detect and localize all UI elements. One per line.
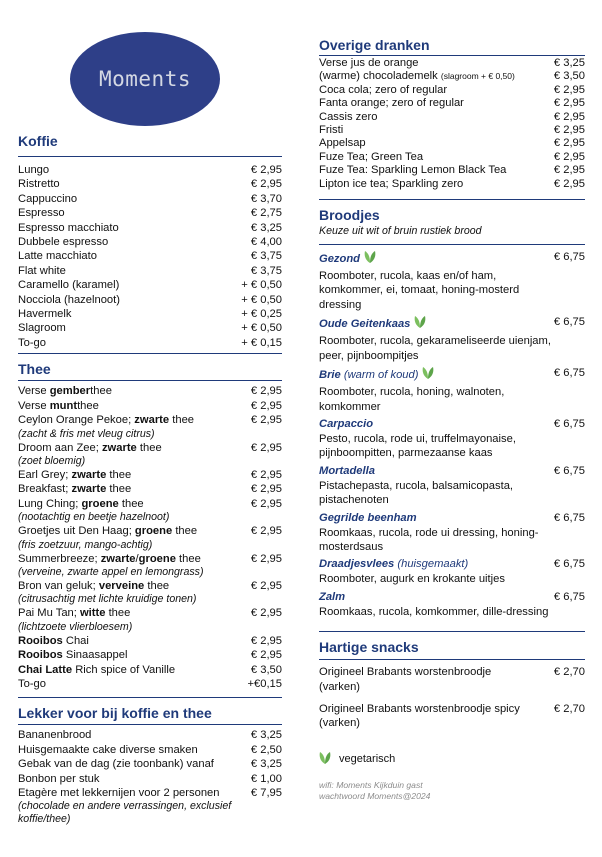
sandwich-header <box>319 417 585 432</box>
thee-list <box>18 384 282 691</box>
item-name-part: / <box>135 552 139 565</box>
menu-row <box>18 192 282 206</box>
sandwich-name <box>319 511 417 526</box>
sandwich-header <box>319 366 585 385</box>
item-price: € 2,95 <box>553 97 585 110</box>
menu-row <box>18 757 282 771</box>
section-divider <box>319 244 585 245</box>
menu-row <box>18 384 282 398</box>
item-price: + € 0,15 <box>241 336 282 349</box>
item-name <box>319 97 550 110</box>
item-price: € 2,95 <box>250 178 282 191</box>
menu-row <box>18 163 282 177</box>
item-name <box>18 579 247 593</box>
sandwich-item <box>319 366 585 414</box>
item-price: € 3,25 <box>553 57 585 69</box>
item-name-text: Fuze Tea: Sparkling Lemon Black Tea <box>319 164 507 177</box>
item-name-part: thee <box>172 525 198 538</box>
tea-type: zwarte <box>101 441 137 454</box>
tea-type: zwarte <box>71 483 107 496</box>
item-price: € 2,95 <box>553 137 585 150</box>
item-name-part: Bron van geluk; <box>18 579 99 592</box>
menu-row <box>18 235 282 249</box>
lekker-list <box>18 728 282 826</box>
item-price: € 3,25 <box>250 758 282 771</box>
item-name: Ristretto <box>18 178 60 191</box>
item-price: € 4,00 <box>250 236 282 249</box>
item-name-part: Sinaasappel <box>62 649 128 662</box>
item-name: Espresso <box>18 207 65 220</box>
sandwich-name <box>319 366 434 385</box>
item-description: (nootachtig en beetje hazelnoot) <box>18 511 170 524</box>
menu-row <box>319 57 585 70</box>
sandwich-header <box>319 315 585 334</box>
sandwich-header <box>319 464 585 479</box>
item-name: Dubbele espresso <box>18 236 109 249</box>
item-name <box>319 57 550 70</box>
item-description: (zacht & fris met vleug citrus) <box>18 427 155 440</box>
sandwich-description: Pesto, rucola, rode ui, truffelmayonaise, pijnboompitten, parmezaanse kaas <box>319 432 516 460</box>
item-name <box>18 524 247 538</box>
menu-row <box>319 151 585 164</box>
menu-row <box>18 482 282 496</box>
sandwich-item <box>319 590 585 619</box>
item-name-part: Lung Ching; <box>18 497 82 510</box>
sandwich-note: (warm of koud) <box>340 369 419 382</box>
item-name <box>18 634 247 648</box>
item-name-text: Fuze Tea; Green Tea <box>319 150 424 163</box>
item-name <box>319 151 550 164</box>
item-price: € 2,95 <box>250 579 282 592</box>
item-price: € 1,00 <box>250 772 282 785</box>
menu-row <box>18 413 282 427</box>
hartige-title: Hartige snacks <box>319 639 419 656</box>
sandwich-title: Mortadella <box>319 464 375 477</box>
broodjes-list <box>319 250 585 619</box>
item-name-part: To-go <box>18 677 46 690</box>
sandwich-price: € 6,75 <box>553 558 585 571</box>
item-name <box>18 384 247 398</box>
item-name-text: Coca cola; zero of regular <box>319 83 448 96</box>
sandwich-title: Draadjesvlees <box>319 558 395 571</box>
menu-row <box>319 111 585 124</box>
right-column <box>319 0 585 802</box>
item-name: Havermelk <box>18 308 72 321</box>
item-name-text: Appelsap <box>319 137 366 150</box>
tea-type: munt <box>49 399 78 412</box>
sandwich-name <box>319 250 376 269</box>
item-price: € 2,95 <box>553 177 585 190</box>
item-price: € 2,95 <box>553 150 585 163</box>
menu-row <box>18 307 282 321</box>
item-price: € 2,50 <box>250 743 282 756</box>
menu-row <box>18 552 282 566</box>
item-description: (lichtzoete vlierbloesem) <box>18 620 133 633</box>
hartige-list <box>319 665 585 731</box>
sandwich-description: Roomboter, augurk en krokante uitjes <box>319 573 505 586</box>
menu-row <box>18 677 282 691</box>
item-name <box>18 663 247 677</box>
item-name <box>18 677 243 691</box>
item-price: € 2,95 <box>250 441 282 454</box>
item-name-part: Chai <box>62 634 89 647</box>
section-divider <box>18 380 282 381</box>
item-price: € 2,95 <box>250 525 282 538</box>
leaf-icon <box>414 315 426 334</box>
sandwich-title: Brie <box>319 369 341 382</box>
item-name <box>18 497 247 511</box>
sandwich-price: € 6,75 <box>553 251 585 264</box>
item-name <box>319 111 550 124</box>
item-name <box>18 482 247 496</box>
thee-section <box>18 360 282 691</box>
item-name <box>319 164 550 177</box>
item-price: € 2,95 <box>250 607 282 620</box>
menu-row <box>18 524 282 538</box>
item-price: € 2,95 <box>250 649 282 662</box>
sandwich-header <box>319 557 585 572</box>
item-price: + € 0,50 <box>241 322 282 335</box>
item-name-part: thee <box>169 414 195 427</box>
koffie-title: Koffie <box>18 133 58 149</box>
item-price: € 3,25 <box>250 729 282 742</box>
item-price: € 2,75 <box>250 207 282 220</box>
logo-text: Moments <box>98 67 191 91</box>
lekker-title: Lekker voor bij koffie en thee <box>18 705 212 722</box>
menu-row <box>18 648 282 662</box>
section-divider <box>319 199 585 200</box>
item-name-part: thee <box>136 441 162 454</box>
overige-section <box>319 36 585 191</box>
item-price: € 2,95 <box>250 552 282 565</box>
item-name <box>18 606 247 620</box>
item-note: (slagroom + € 0,50) <box>440 71 515 82</box>
item-name <box>319 84 550 97</box>
sandwich-description: Roomboter, rucola, kaas en/of ham, komkommer, ei, tomaat, honing-mosterd dressing <box>319 270 520 311</box>
legend <box>319 751 585 768</box>
menu-row <box>319 665 585 694</box>
menu-row <box>18 278 282 292</box>
item-price: € 2,95 <box>250 497 282 510</box>
item-price: € 2,95 <box>250 414 282 427</box>
menu-row <box>18 786 282 800</box>
menu-row <box>18 468 282 482</box>
section-divider <box>18 724 282 725</box>
koffie-list <box>18 163 282 350</box>
lekker-section <box>18 704 282 826</box>
item-name-part: thee <box>118 497 144 510</box>
leaf-icon <box>364 250 376 269</box>
item-name: Flat white <box>18 264 66 277</box>
item-price: € 2,95 <box>553 110 585 123</box>
sandwich-title: Gegrilde beenham <box>319 511 417 524</box>
item-price: € 2,95 <box>250 164 282 176</box>
item-name: Latte macchiato <box>18 250 97 263</box>
tea-type: witte <box>79 607 106 620</box>
item-name <box>18 468 247 482</box>
tea-type: verveine <box>98 579 145 592</box>
tea-type: gember <box>49 385 91 398</box>
tea-type: groene <box>134 525 173 538</box>
item-name-text: (warme) chocolademelk <box>319 70 441 83</box>
overige-list <box>319 57 585 191</box>
item-name-part: thee <box>106 483 132 496</box>
left-column <box>18 0 282 826</box>
item-price: € 3,25 <box>250 221 282 234</box>
item-price: € 3,75 <box>250 264 282 277</box>
item-name: Huisgemaakte cake diverse smaken <box>18 743 198 756</box>
item-name <box>18 441 247 455</box>
item-price: € 7,95 <box>250 787 282 799</box>
broodjes-section <box>319 206 585 619</box>
item-name <box>319 70 550 83</box>
sandwich-description: Roomkaas, rucola, rode ui dressing, honing-mosterdsaus <box>319 526 539 553</box>
sandwich-price: € 6,75 <box>553 464 585 477</box>
tea-type: zwarte <box>134 414 170 427</box>
item-name-part: thee <box>175 552 201 565</box>
item-price: € 2,95 <box>250 468 282 481</box>
item-name: Bananenbrood <box>18 729 92 742</box>
item-price: € 2,95 <box>250 483 282 496</box>
legend-label: vegetarisch <box>339 753 396 766</box>
item-name-part: Droom aan Zee; <box>18 441 102 454</box>
menu-row <box>319 178 585 191</box>
item-name-part: Ceylon Orange Pekoe; <box>18 414 135 427</box>
sandwich-price: € 6,75 <box>553 367 585 380</box>
item-name: Nocciola (hazelnoot) <box>18 293 120 306</box>
menu-row <box>18 663 282 677</box>
leaf-icon <box>422 366 434 385</box>
item-name: Origineel Brabants worstenbroodje spicy (varken) <box>319 702 520 730</box>
item-name <box>18 552 247 566</box>
tea-type: groene <box>138 552 176 565</box>
sandwich-item <box>319 417 585 461</box>
item-price: € 2,70 <box>553 666 585 679</box>
broodjes-title: Broodjes <box>319 207 380 224</box>
koffie-section <box>18 132 282 350</box>
section-divider <box>18 697 282 698</box>
section-divider <box>18 156 282 157</box>
menu-row <box>18 249 282 263</box>
item-price: € 2,95 <box>250 399 282 412</box>
menu-row <box>18 606 282 620</box>
item-price: € 2,70 <box>553 702 585 715</box>
item-name-part: Breakfast; <box>18 483 72 496</box>
item-description: (zoet bloemig) <box>18 454 86 467</box>
sandwich-name <box>319 417 373 432</box>
tea-type: zwarte <box>71 468 107 481</box>
sandwich-title: Gezond <box>319 253 361 266</box>
sandwich-header <box>319 590 585 605</box>
menu-row <box>18 321 282 335</box>
item-name <box>319 124 550 137</box>
sandwich-name <box>319 590 345 605</box>
sandwich-name <box>319 315 426 334</box>
menu-row <box>319 70 585 83</box>
item-description: (fris zoetzuur, mango-achtig) <box>18 538 153 551</box>
sandwich-item <box>319 464 585 508</box>
item-name: Slagroom <box>18 322 66 335</box>
menu-row <box>18 441 282 455</box>
menu-row <box>18 399 282 413</box>
sandwich-note: (huisgemaakt) <box>394 558 469 571</box>
item-name-part: thee <box>106 468 132 481</box>
sandwich-description: Roomboter, rucola, honing, walnoten, komkommer <box>319 386 505 413</box>
item-price: € 3,50 <box>250 663 282 676</box>
item-price: + € 0,50 <box>241 279 282 292</box>
item-name-text: Fanta orange; zero of regular <box>319 97 464 110</box>
item-name-part: Pai Mu Tan; <box>18 607 80 620</box>
sandwich-item <box>319 315 585 363</box>
item-name <box>319 178 550 191</box>
menu-row <box>18 293 282 307</box>
sandwich-title: Zalm <box>319 590 346 603</box>
menu-row <box>18 497 282 511</box>
item-price: € 3,50 <box>553 70 585 83</box>
menu-row <box>18 728 282 742</box>
sandwich-price: € 6,75 <box>553 590 585 603</box>
tea-type: Rooibos <box>18 649 63 662</box>
item-name-part: Groetjes uit Den Haag; <box>18 525 135 538</box>
wifi-info <box>319 780 585 802</box>
section-divider <box>319 55 585 56</box>
item-description: (verveine, zwarte appel en lemongrass) <box>18 565 204 578</box>
item-price: € 2,95 <box>553 164 585 177</box>
sandwich-header <box>319 250 585 269</box>
leaf-icon <box>319 751 331 768</box>
item-price: € 2,95 <box>553 124 585 137</box>
sandwich-name <box>319 464 375 479</box>
menu-row <box>18 634 282 648</box>
item-price: € 2,95 <box>250 634 282 647</box>
sandwich-price: € 6,75 <box>553 417 585 430</box>
item-name <box>319 137 550 150</box>
item-name-part: thee <box>77 399 99 412</box>
menu-row <box>18 177 282 191</box>
menu-row <box>18 336 282 350</box>
sandwich-description: Roomkaas, rucola, komkommer, dille-dressing <box>319 605 549 618</box>
menu-row <box>319 124 585 137</box>
item-name: Cappuccino <box>18 192 78 205</box>
item-price: € 3,70 <box>250 192 282 205</box>
item-name-part: Verse <box>18 399 50 412</box>
wifi-line-2: wachtwoord Moments@2024 <box>319 790 431 801</box>
sandwich-description: Roomboter, rucola, gekarameliseerde uienjam, peer, pijnboompitjes <box>319 335 551 362</box>
item-price: € 2,95 <box>250 385 282 398</box>
item-price: + € 0,50 <box>241 293 282 306</box>
item-name: To-go <box>18 336 46 349</box>
hartige-section <box>319 638 585 731</box>
thee-title: Thee <box>18 361 51 378</box>
item-name-part: thee <box>144 579 170 592</box>
sandwich-price: € 6,75 <box>553 511 585 524</box>
item-name-text: Cassis zero <box>319 110 378 123</box>
sandwich-title: Carpaccio <box>319 417 374 430</box>
item-name-part: Summerbreeze; <box>18 552 101 565</box>
item-price: € 2,95 <box>553 83 585 96</box>
sandwich-item <box>319 250 585 312</box>
sandwich-header <box>319 511 585 526</box>
item-price: € 3,75 <box>250 250 282 263</box>
sandwich-item <box>319 557 585 586</box>
section-divider <box>319 631 585 632</box>
menu-row <box>319 164 585 177</box>
tea-type: Rooibos <box>18 634 63 647</box>
section-divider <box>18 353 282 354</box>
menu-row <box>319 137 585 150</box>
item-name-text: Fristi <box>319 124 344 137</box>
sandwich-price: € 6,75 <box>553 316 585 329</box>
item-price: +€0,15 <box>247 677 282 690</box>
overige-title: Overige dranken <box>319 37 430 53</box>
menu-row <box>18 579 282 593</box>
item-name: Origineel Brabants worstenbroodje (varken) <box>319 666 492 693</box>
sandwich-name <box>319 557 468 572</box>
item-name <box>18 648 247 662</box>
item-description: (chocolade en andere verrassingen, exclusief koffie/thee) <box>18 800 232 826</box>
sandwich-description: Pistachepasta, rucola, balsamicopasta, pistachenoten <box>319 479 514 507</box>
menu-row <box>18 772 282 786</box>
item-name <box>18 399 247 413</box>
item-name-part: Earl Grey; <box>18 468 72 481</box>
item-price: + € 0,25 <box>241 308 282 321</box>
broodjes-subtitle: Keuze uit wit of bruin rustiek brood <box>319 225 482 238</box>
menu-row <box>319 84 585 97</box>
item-name-part: Rich spice of Vanille <box>72 663 176 676</box>
item-name: Espresso macchiato <box>18 221 119 234</box>
item-name-text: Lipton ice tea; Sparkling zero <box>319 177 464 190</box>
tea-type: Chai Latte <box>18 663 73 676</box>
sandwich-title: Oude Geitenkaas <box>319 318 411 331</box>
tea-type: groene <box>81 497 119 510</box>
sandwich-item <box>319 511 585 555</box>
item-name-text: Verse jus de orange <box>319 57 419 69</box>
item-name: Caramello (karamel) <box>18 279 120 292</box>
item-name: Lungo <box>18 164 50 176</box>
menu-row <box>18 743 282 757</box>
item-description: (citrusachtig met lichte kruidige tonen) <box>18 593 197 606</box>
item-name-part: thee <box>105 607 131 620</box>
section-divider <box>319 659 585 660</box>
item-name-part: thee <box>90 385 112 398</box>
item-name-part: Verse <box>18 385 50 398</box>
item-name <box>18 413 247 427</box>
wifi-line-1: wifi: Moments Kijkduin gast <box>319 779 423 790</box>
tea-type: zwarte <box>100 552 136 565</box>
item-name: Bonbon per stuk <box>18 772 100 785</box>
item-name: Etagère met lekkernijen voor 2 personen <box>18 787 220 799</box>
menu-row <box>18 264 282 278</box>
menu-row <box>18 206 282 220</box>
menu-row <box>319 97 585 110</box>
menu-row <box>319 702 585 731</box>
menu-row <box>18 221 282 235</box>
item-name: Gebak van de dag (zie toonbank) vanaf <box>18 758 214 771</box>
